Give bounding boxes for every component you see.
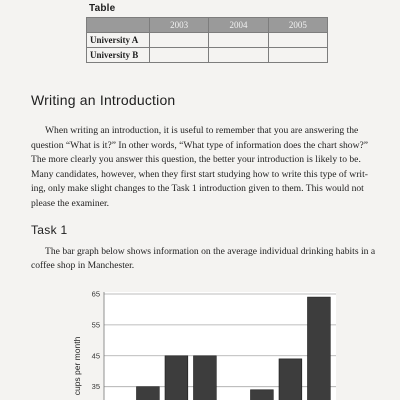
table-row: [87, 33, 328, 48]
table-cell: [268, 48, 327, 63]
table-label: Table: [89, 3, 116, 14]
table-cell: [150, 48, 209, 63]
bar: [251, 390, 274, 400]
bar: [308, 297, 331, 400]
paragraph-line: question “What is it?” In other words, “What type of information does the chart show?”: [31, 139, 369, 151]
row-header: University A: [87, 33, 150, 48]
paragraph-line: The bar graph below shows information on the average individual drinking habits in a: [45, 246, 376, 257]
y-tick-label: 35: [91, 382, 100, 392]
year-header: 2003: [150, 18, 209, 33]
table-row: [87, 48, 328, 63]
table-cell: [268, 33, 327, 48]
year-header: 2005: [268, 18, 327, 33]
task-paragraph: [31, 245, 381, 273]
paragraph-line: When writing an introduction, it is useful to remember that you are answering the: [45, 125, 359, 136]
paragraph-line: coffee shop in Manchester.: [31, 260, 135, 271]
bar: [279, 359, 302, 400]
paragraph-line: The more clearly you answer this question, the better your introduction is likely to be.: [31, 154, 361, 165]
bar: [165, 356, 188, 400]
table-header-row: [87, 18, 328, 33]
bar: [194, 356, 217, 400]
y-axis-label: cups per month: [72, 336, 82, 396]
data-table: [86, 17, 328, 63]
row-header: University B: [87, 48, 150, 63]
table-cell: [209, 48, 268, 63]
y-tick-label: 45: [91, 351, 100, 361]
section-heading: Writing an Introduction: [31, 92, 176, 108]
year-header: 2004: [209, 18, 268, 33]
y-tick-label: 55: [91, 320, 100, 330]
y-tick-label: 65: [91, 289, 100, 299]
table-cell: [209, 33, 268, 48]
task-heading: Task 1: [31, 223, 68, 237]
bar-chart: [70, 283, 340, 400]
bar: [137, 387, 160, 400]
intro-paragraph: [31, 124, 381, 211]
table-cell: [150, 33, 209, 48]
paragraph-line: please the examiner.: [31, 197, 110, 209]
paragraph-line: Many candidates, however, when they first start studying how to write this type of writ-: [31, 168, 368, 180]
paragraph-line: ing, only make slight changes to the Task 1 introduction given to them. This would not: [31, 183, 364, 194]
table-corner-cell: [87, 18, 150, 33]
